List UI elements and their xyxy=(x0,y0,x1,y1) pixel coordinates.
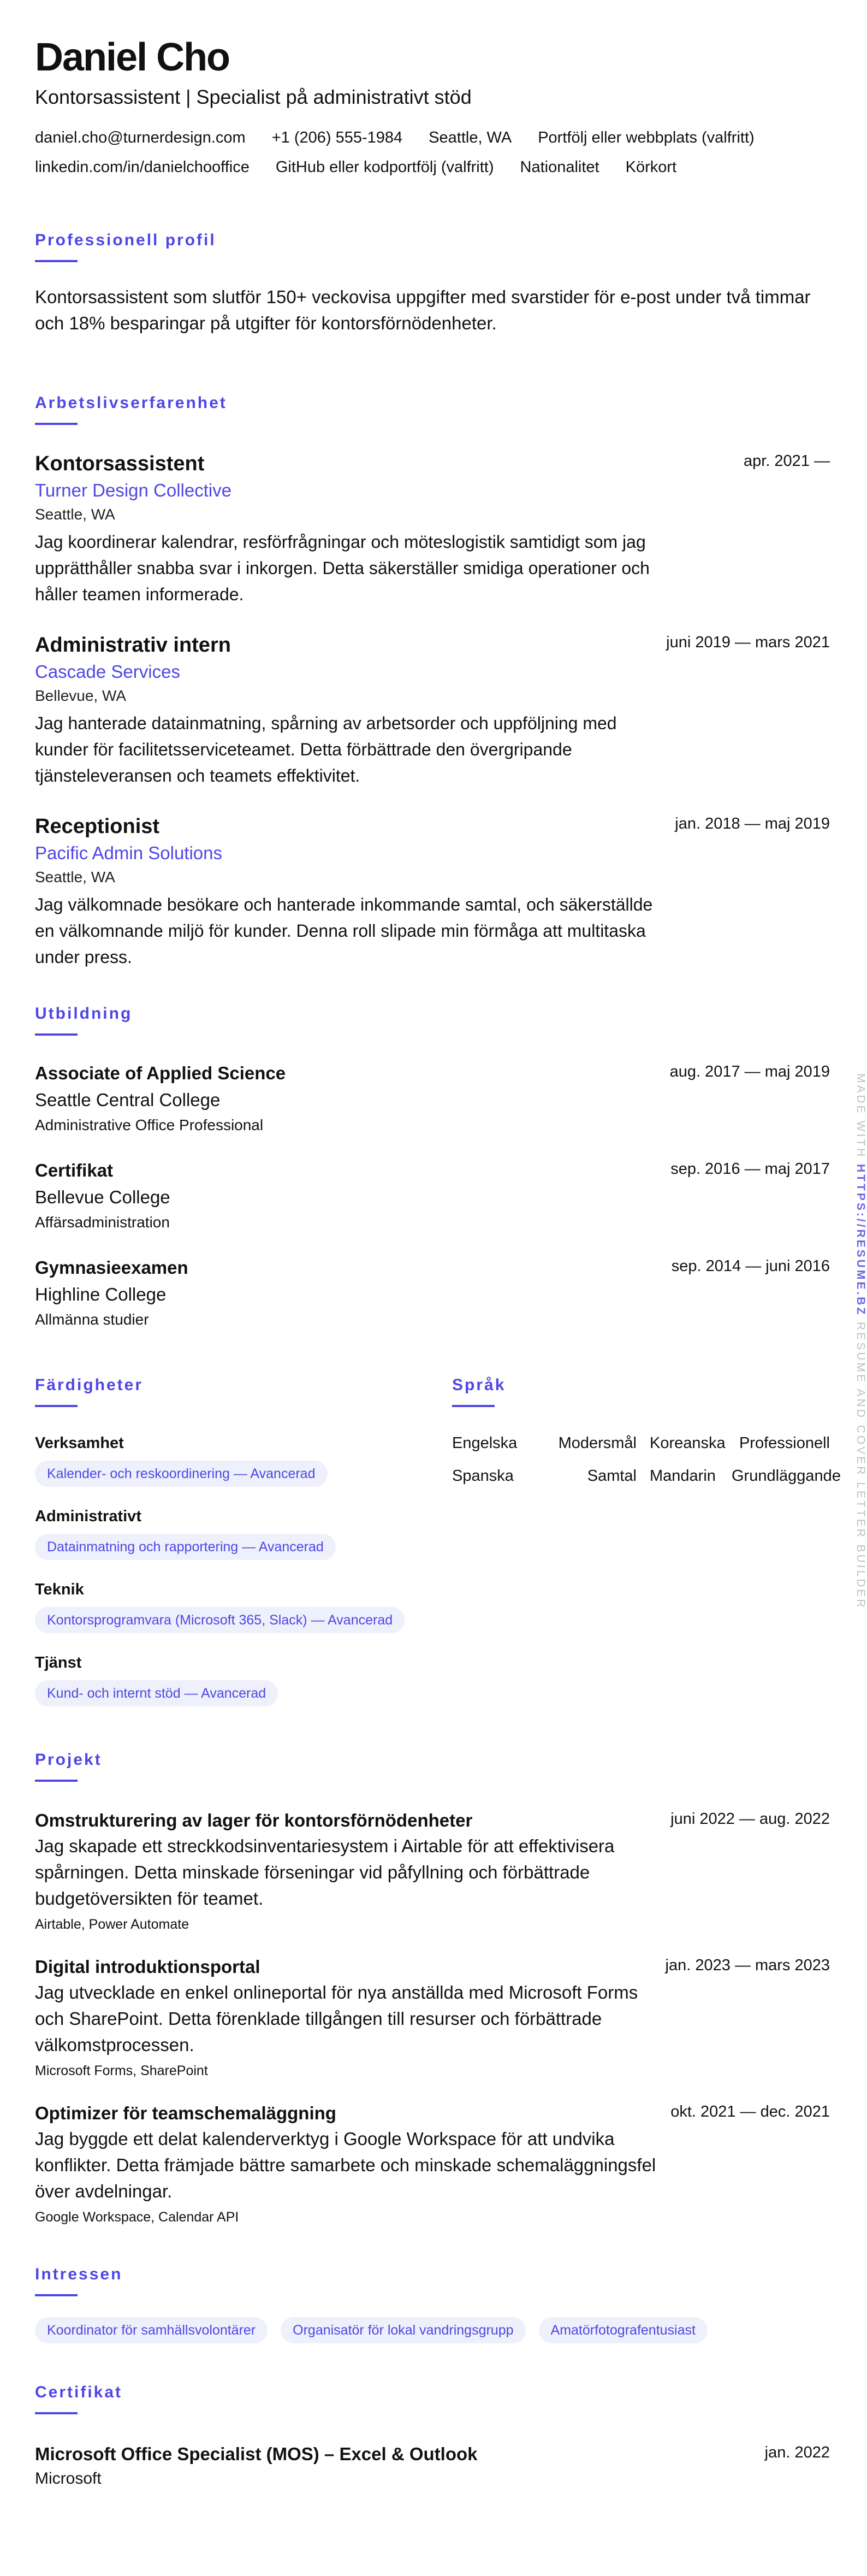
entry-date: okt. 2021 — dec. 2021 xyxy=(670,2103,830,2120)
project-description: Jag byggde ett delat kalenderverktyg i Google Workspace för att undvika konflikter. Detta främjade bättre samarbete och minskade schemaläggningsfel över avdelningar. xyxy=(35,2129,656,2201)
section-divider xyxy=(35,1405,78,1407)
contact-license: Körkort xyxy=(625,158,677,176)
section-title: Intressen xyxy=(35,2265,123,2283)
skill-category: Tjänst xyxy=(35,1654,82,1671)
company-name: Pacific Admin Solutions xyxy=(35,843,223,863)
section-title: Professionell profil xyxy=(35,231,216,249)
language-level: Modersmål xyxy=(558,1434,637,1452)
language-name: Spanska xyxy=(452,1467,514,1485)
job-location: Bellevue, WA xyxy=(35,687,127,704)
job-description: Jag välkomnade besökare och hanterade inkommande samtal, och säkerställde en välkomnande miljö för kunder. Denna roll slipade min förmåga att multitaska under press. xyxy=(35,895,653,967)
section-divider xyxy=(35,2294,78,2296)
language-name: Koreanska xyxy=(650,1434,726,1452)
certificate-issuer: Microsoft xyxy=(35,2469,102,2488)
watermark-link[interactable]: HTTPS://RESUME.BZ xyxy=(854,1164,867,1317)
job-location: Seattle, WA xyxy=(35,506,115,523)
entry-date: aug. 2017 — maj 2019 xyxy=(669,1063,830,1080)
job-title: Administrativ intern xyxy=(35,634,231,657)
candidate-name: Daniel Cho xyxy=(35,36,230,79)
contact-location: Seattle, WA xyxy=(429,129,512,146)
school: Highline College xyxy=(35,1284,167,1304)
entry-date: jan. 2018 — maj 2019 xyxy=(675,815,830,832)
section-interests xyxy=(35,2265,830,2343)
language-level: Professionell xyxy=(739,1434,830,1452)
contact-github[interactable]: GitHub eller kodportfölj (valfritt) xyxy=(275,158,494,176)
field-of-study: Administrative Office Professional xyxy=(35,1116,264,1133)
education-entry xyxy=(35,1256,830,1330)
resume-page xyxy=(35,34,841,2490)
language-row xyxy=(452,1433,830,1453)
section-skills xyxy=(35,1375,417,1706)
education-entry xyxy=(35,1062,830,1135)
section-title: Arbetslivserfarenhet xyxy=(35,394,227,412)
section-languages xyxy=(452,1375,841,1486)
entry-date: juni 2022 — aug. 2022 xyxy=(670,1810,830,1828)
section-divider xyxy=(35,1780,78,1782)
school: Seattle Central College xyxy=(35,1090,221,1110)
language-name: Mandarin xyxy=(650,1467,716,1485)
interests-list xyxy=(35,2317,830,2343)
project-title: Omstrukturering av lager för kontorsförnödenheter xyxy=(35,1810,473,1830)
entry-date: jan. 2023 — mars 2023 xyxy=(665,1957,830,1974)
company-name: Turner Design Collective xyxy=(35,480,232,500)
company-name: Cascade Services xyxy=(35,661,180,682)
entry-date: sep. 2014 — juni 2016 xyxy=(671,1257,830,1275)
job-title: Receptionist xyxy=(35,815,160,838)
section-title: Projekt xyxy=(35,1751,102,1769)
section-divider xyxy=(35,423,78,425)
contact-phone[interactable]: +1 (206) 555-1984 xyxy=(271,129,403,146)
header xyxy=(35,34,830,177)
field-of-study: Affärsadministration xyxy=(35,1214,170,1231)
contact-nationality: Nationalitet xyxy=(520,158,599,176)
experience-entry xyxy=(35,451,830,607)
section-divider xyxy=(35,1033,78,1036)
language-name: Engelska xyxy=(452,1434,518,1452)
project-description: Jag utvecklade en enkel onlineportal för nya anställda med Microsoft Forms och SharePoint. Detta förenklade tillgången till resurser och förbättrade välkomstprocessen. xyxy=(35,1982,638,2055)
skills-languages-row xyxy=(35,1375,841,1725)
candidate-subtitle: Kontorsassistent | Specialist på administrativt stöd xyxy=(35,86,472,108)
section-experience xyxy=(35,393,830,970)
section-title: Språk xyxy=(452,1376,506,1394)
project-tech: Microsoft Forms, SharePoint xyxy=(35,2063,208,2078)
language-level: Grundläggande xyxy=(732,1467,841,1485)
project-entry xyxy=(35,1809,830,1934)
project-tech: Google Workspace, Calendar API xyxy=(35,2209,239,2225)
project-entry xyxy=(35,2102,830,2226)
certificate-name: Microsoft Office Specialist (MOS) – Excel & Outlook xyxy=(35,2444,478,2464)
section-projects xyxy=(35,1750,830,2226)
skill-pill: Kund- och internt stöd — Avancerad xyxy=(35,1680,278,1706)
school: Bellevue College xyxy=(35,1187,170,1207)
job-location: Seattle, WA xyxy=(35,868,115,885)
experience-entry xyxy=(35,633,830,789)
interest-pill: Koordinator för samhällsvolontärer xyxy=(35,2317,268,2343)
entry-date: jan. 2022 xyxy=(764,2444,830,2461)
degree: Certifikat xyxy=(35,1160,114,1180)
section-title: Certifikat xyxy=(35,2383,123,2401)
job-title: Kontorsassistent xyxy=(35,452,205,475)
entry-date: apr. 2021 — xyxy=(744,452,830,470)
experience-entry xyxy=(35,814,830,970)
section-divider xyxy=(452,1405,495,1407)
education-entry xyxy=(35,1159,830,1232)
language-level: Samtal xyxy=(587,1467,637,1485)
section-title: Utbildning xyxy=(35,1005,133,1023)
skill-pill: Kontorsprogramvara (Microsoft 365, Slack) — Avancerad xyxy=(35,1607,405,1633)
contact-portfolio[interactable]: Portfölj eller webbplats (valfritt) xyxy=(538,129,755,146)
contact-email[interactable]: daniel.cho@turnerdesign.com xyxy=(35,129,246,146)
profile-text: Kontorsassistent som slutför 150+ veckovisa uppgifter med svarstider för e-post under två timmar och 18% besparingar på utgifter för kontorsförnödenheter. xyxy=(35,287,811,333)
project-title: Optimizer för teamschemaläggning xyxy=(35,2103,336,2123)
skill-pill: Datainmatning och rapportering — Avancerad xyxy=(35,1534,336,1560)
contact-list xyxy=(35,128,830,177)
section-title: Färdigheter xyxy=(35,1376,144,1394)
project-entry xyxy=(35,1955,830,2080)
contact-linkedin[interactable]: linkedin.com/in/danielchooffice xyxy=(35,158,250,176)
watermark-prefix: MADE WITH xyxy=(854,1073,867,1159)
interest-pill: Amatörfotografentusiast xyxy=(539,2317,708,2343)
project-tech: Airtable, Power Automate xyxy=(35,1917,189,1932)
skill-pill: Kalender- och reskoordinering — Avancerad xyxy=(35,1461,328,1487)
entry-date: sep. 2016 — maj 2017 xyxy=(670,1160,830,1178)
section-profile xyxy=(35,231,830,336)
section-education xyxy=(35,1004,830,1330)
job-description: Jag koordinerar kalendrar, resförfrågningar och möteslogistik samtidigt som jag upprätthåller snabba svar i inkorgen. Detta säkerställer smidiga operationer och håller teamen informerade. xyxy=(35,532,650,604)
degree: Associate of Applied Science xyxy=(35,1063,286,1083)
project-description: Jag skapade ett streckkodsinventariesystem i Airtable för att effektivisera spårningen. Detta minskade förseningar vid påfyllning och förbättrade budgetöversikten för teamet. xyxy=(35,1836,615,1909)
entry-date: juni 2019 — mars 2021 xyxy=(666,634,830,651)
job-description: Jag hanterade datainmatning, spårning av arbetsorder och uppföljning med kunder för facilitetsserviceteamet. Detta förbättrade den övergripande tjänsteleveransen och teamets effektivitet. xyxy=(35,713,617,785)
degree: Gymnasieexamen xyxy=(35,1257,188,1278)
skill-category: Verksamhet xyxy=(35,1434,124,1452)
certificate-entry xyxy=(35,2443,830,2490)
builder-watermark xyxy=(852,1073,867,1610)
field-of-study: Allmänna studier xyxy=(35,1311,149,1328)
skill-category: Teknik xyxy=(35,1581,84,1598)
section-divider xyxy=(35,2412,78,2414)
skill-category: Administrativt xyxy=(35,1508,141,1525)
interest-pill: Organisatör för lokal vandringsgrupp xyxy=(281,2317,525,2343)
language-row xyxy=(452,1466,841,1486)
project-title: Digital introduktionsportal xyxy=(35,1957,260,1977)
section-certificates xyxy=(35,2383,830,2490)
section-divider xyxy=(35,260,78,262)
watermark-suffix: RESUME AND COVER LETTER BUILDER xyxy=(854,1322,867,1610)
